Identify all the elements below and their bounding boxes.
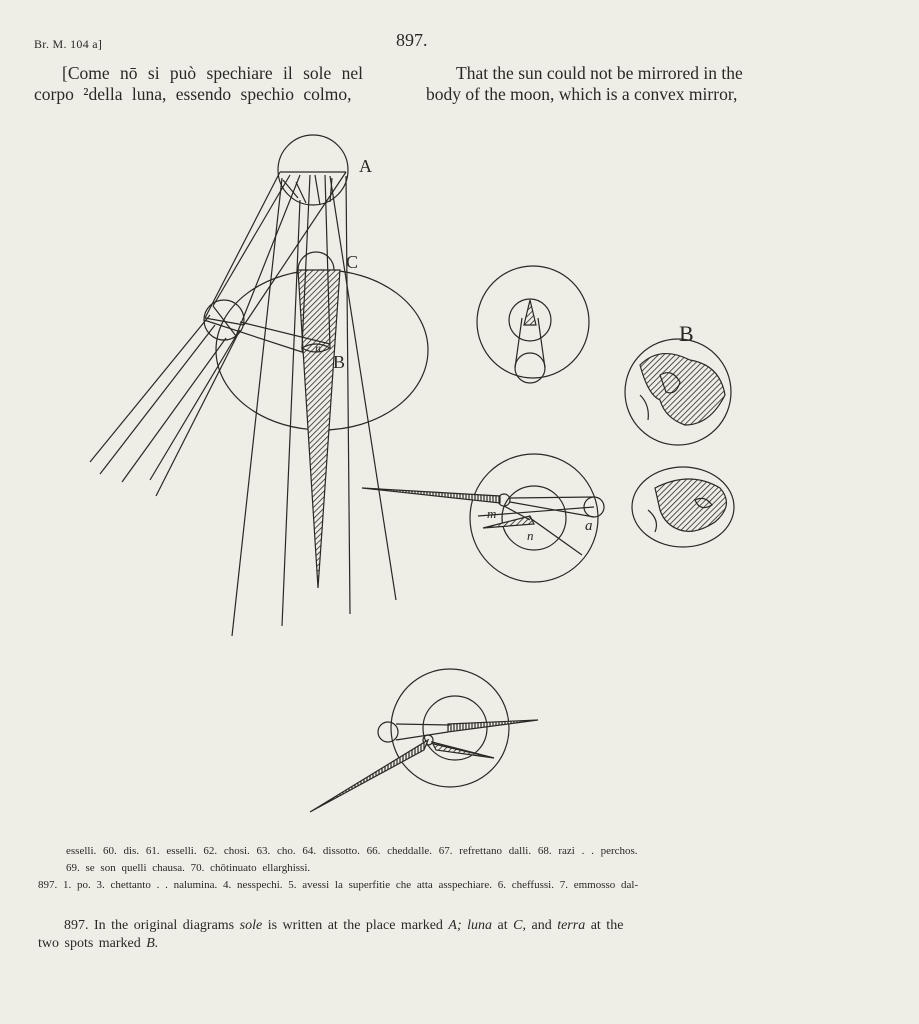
earth-globe-lower: [632, 467, 734, 547]
footnote-line-1: [64, 917, 824, 935]
page-number: 897.: [396, 30, 428, 50]
footnote-number: 897.: [64, 918, 89, 933]
leonardo-diagrams: [0, 110, 919, 830]
english-text-line-1: That the sun could not be mirrored in the: [456, 63, 743, 83]
italian-text-line-2: corpo ²della luna, essendo spechio colmo,: [34, 84, 352, 104]
label-b-main: B: [333, 352, 346, 372]
label-n-mid: n: [527, 528, 534, 543]
footnote-term-c: C,: [513, 918, 526, 933]
variants-line-3: 897. 1. po. 3. chettanto . . nalumina. 4. nesspechi. 5. avessi la superfitie che atta asspechiare. 6. cheffussi. 7. emmosso dal-: [38, 879, 639, 891]
footnote-term-b: B.: [146, 936, 159, 951]
main-diagram: [90, 135, 428, 636]
footnote-text: In the original diagrams: [88, 918, 240, 933]
english-text-line-2: body of the moon, which is a convex mirror,: [426, 84, 738, 104]
footnote-text: and: [525, 918, 558, 933]
label-m: m: [487, 506, 497, 521]
page-reference: Br. M. 104 a]: [34, 37, 103, 51]
small-diagram-top: [477, 266, 589, 383]
label-a-mid: a: [585, 518, 593, 534]
label-c: C: [346, 252, 359, 272]
footnote-term-terra: terra: [557, 918, 586, 933]
footnote-text: at: [492, 918, 514, 933]
label-b-right: B: [679, 321, 694, 346]
footnote-text: is written at the place marked: [262, 918, 449, 933]
italian-text-line-1: [Come nō si può spechiare il sole nel: [62, 63, 364, 83]
earth-globe-upper: [625, 339, 731, 445]
footnote-text: at the: [585, 918, 624, 933]
label-n-main: n: [315, 341, 321, 355]
variants-line-1: esselli. 60. dis. 61. esselli. 62. chosi. 63. cho. 64. dissotto. 66. cheddalle. 67. refrettano dalli. 68. razi . . perchos.: [66, 845, 638, 857]
bottom-diagram: [310, 669, 538, 812]
label-a: A: [359, 156, 372, 176]
variants-line-2: 69. se son quelli chausa. 70. chōtinuato ellarghissi.: [66, 862, 311, 874]
sun-circle: [278, 135, 348, 205]
middle-diagram: [362, 454, 604, 582]
footnote-term-luna: luna: [467, 918, 493, 933]
footnote-text: two spots marked: [38, 936, 147, 951]
footnote-term-sole: sole: [239, 918, 263, 933]
footnote-term-a: A;: [448, 918, 462, 933]
footnote-line-2: [38, 935, 798, 953]
